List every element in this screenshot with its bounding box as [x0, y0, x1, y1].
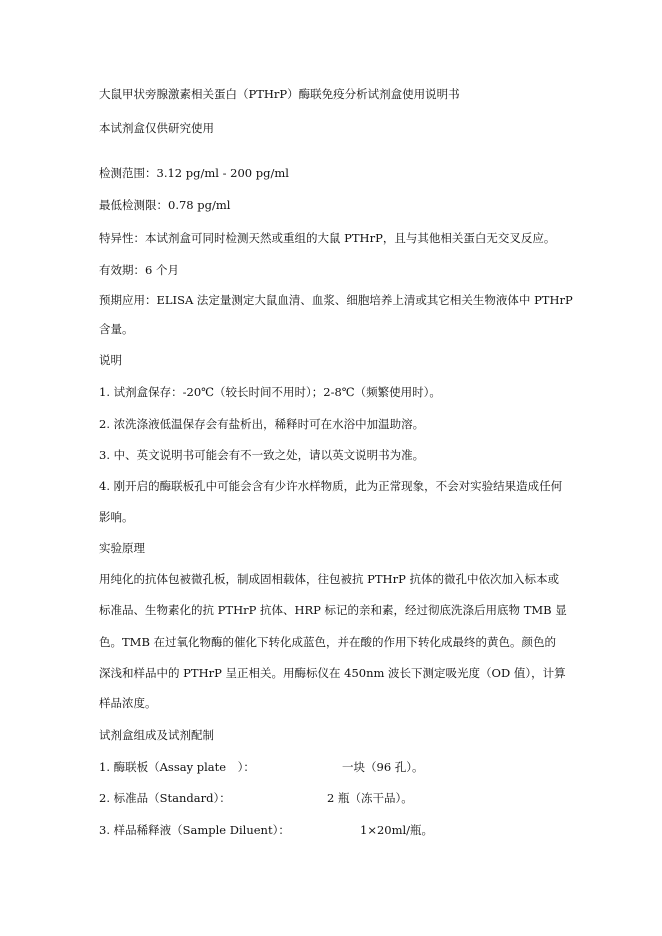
kit-item-name: 1. 酶联板（Assay plate ）：: [99, 760, 255, 774]
note-3: 3. 中、英文说明书可能会有不一致之处，请以英文说明书为准。: [99, 448, 425, 462]
detection-range: 检测范围：3.12 pg/ml - 200 pg/ml: [99, 166, 289, 180]
kit-item-quantity: 1×20ml/瓶。: [360, 823, 434, 837]
kit-item: [99, 790, 599, 806]
note-4-line-2: 影响。: [99, 510, 134, 524]
kit-item: [99, 822, 599, 838]
principle-heading: 实验原理: [99, 541, 145, 555]
kit-item-name: 2. 标准品（Standard）：: [99, 791, 231, 805]
specificity: 特异性：本试剂盒可同时检测天然或重组的大鼠 PTHrP，且与其他相关蛋白无交叉反应。: [99, 231, 556, 245]
kit-item: [99, 759, 599, 775]
kit-item-quantity: 2 瓶（冻干品）。: [327, 791, 413, 805]
note-1: 1. 试剂盒保存：-20℃（较长时间不用时）；2-8℃（频繁使用时）。: [99, 385, 441, 399]
validity-period: 有效期：6 个月: [99, 263, 179, 277]
kit-item-quantity: 一块（96 孔）。: [342, 760, 424, 774]
note-4-line-1: 4. 刚开启的酶联板孔中可能会含有少许水样物质，此为正常现象，不会对实验结果造成任何: [99, 479, 563, 493]
kit-composition-heading: 试剂盒组成及试剂配制: [99, 728, 214, 742]
intended-use-line-2: 含量。: [99, 322, 134, 336]
intended-use-line-1: 预期应用：ELISA 法定量测定大鼠血清、血浆、细胞培养上清或其它相关生物液体中 PTHrP: [99, 293, 573, 307]
research-use-note: 本试剂盒仅供研究使用: [99, 121, 214, 135]
principle-line-4: 深浅和样品中的 PTHrP 呈正相关。用酶标仪在 450nm 波长下测定吸光度（OD 值），计算: [99, 666, 566, 680]
principle-line-2: 标准品、生物素化的抗 PTHrP 抗体、HRP 标记的亲和素，经过彻底洗涤后用底物 TMB 显: [99, 603, 567, 617]
principle-line-1: 用纯化的抗体包被微孔板，制成固相载体，往包被抗 PTHrP 抗体的微孔中依次加入标本或: [99, 572, 559, 586]
notes-heading: 说明: [99, 353, 122, 367]
note-2: 2. 浓洗涤液低温保存会有盐析出，稀释时可在水浴中加温助溶。: [99, 417, 425, 431]
kit-item-name: 3. 样品稀释液（Sample Diluent）：: [99, 823, 290, 837]
document-title: 大鼠甲状旁腺激素相关蛋白（PTHrP）酶联免疫分析试剂盒使用说明书: [99, 87, 460, 101]
minimum-detection-limit: 最低检测限：0.78 pg/ml: [99, 198, 231, 212]
principle-line-5: 样品浓度。: [99, 696, 157, 710]
principle-line-3: 色。TMB 在过氧化物酶的催化下转化成蓝色，并在酸的作用下转化成最终的黄色。颜色的: [99, 635, 557, 649]
